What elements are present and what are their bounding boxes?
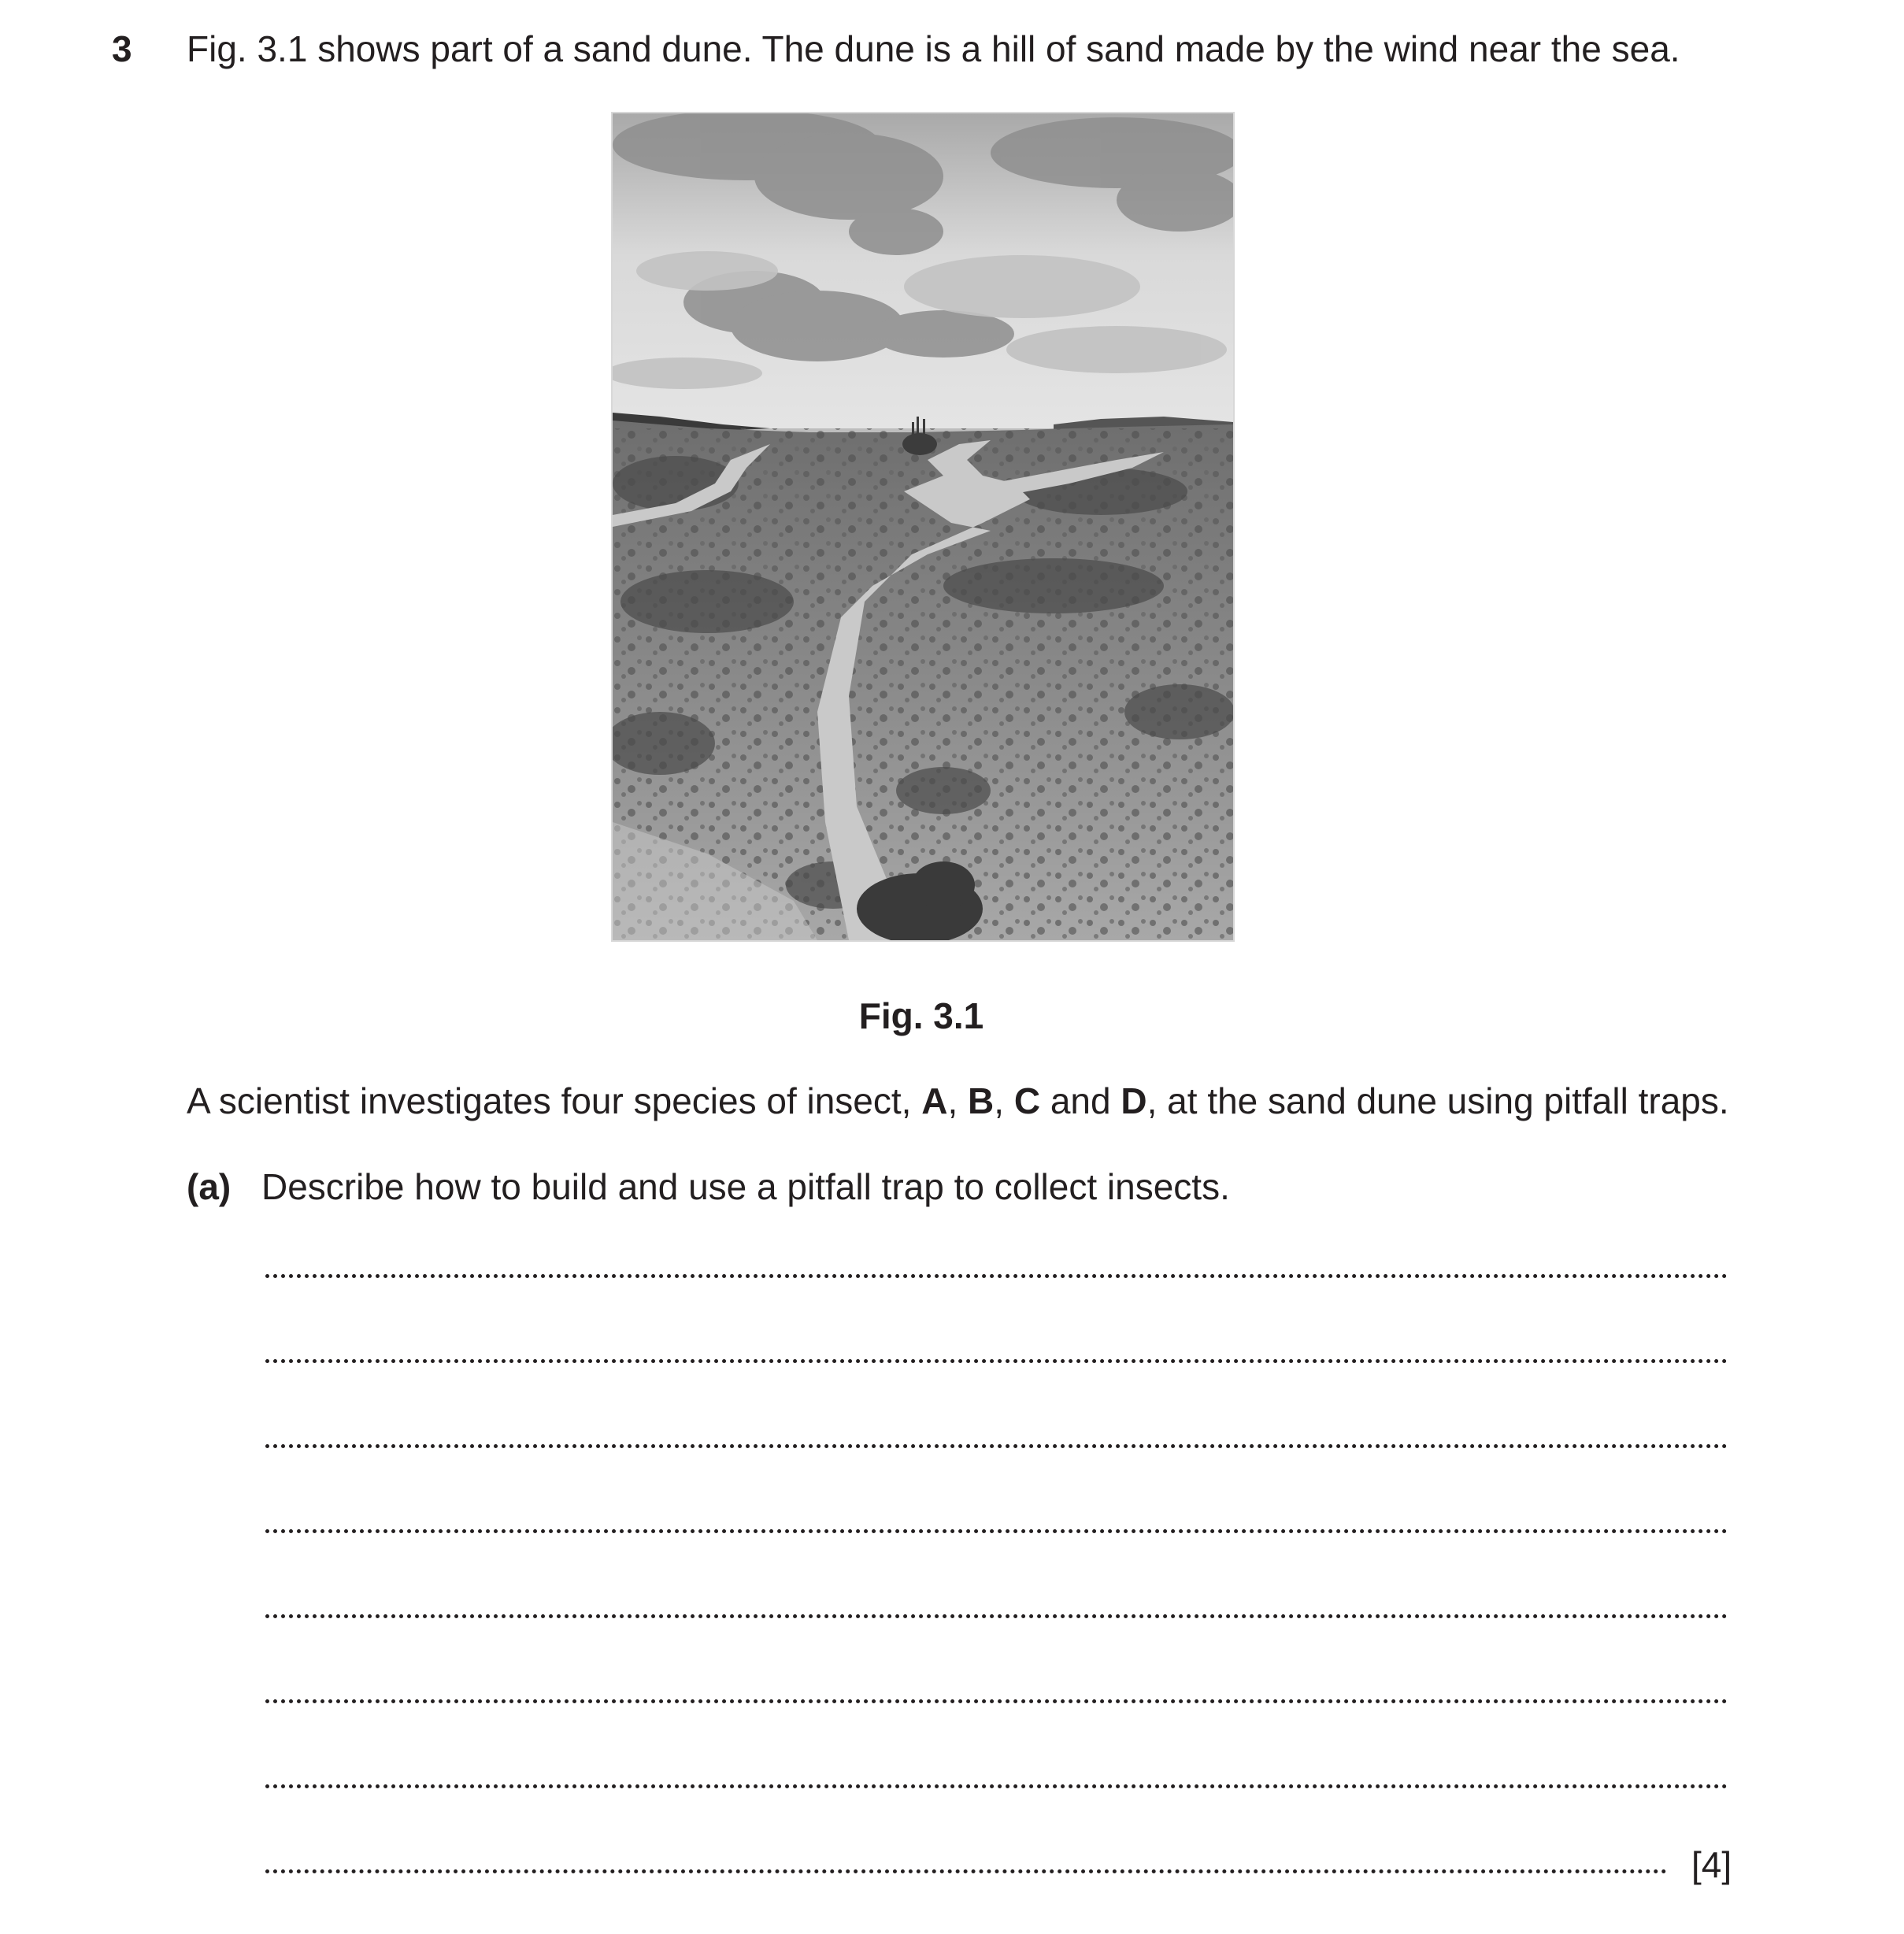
species-a-label: A xyxy=(921,1080,948,1121)
part-a-question: Describe how to build and use a pitfall trap to collect insects. xyxy=(261,1166,1230,1207)
stem-separator-2: , xyxy=(994,1080,1014,1121)
question-stem xyxy=(187,1079,1729,1123)
answer-line[interactable] xyxy=(265,1274,1728,1278)
answer-line[interactable] xyxy=(265,1869,1667,1873)
marks-allocation: [4] xyxy=(1691,1844,1732,1885)
stem-and: and xyxy=(1040,1080,1121,1121)
question-number: 3 xyxy=(112,28,132,69)
species-d-label: D xyxy=(1121,1080,1147,1121)
species-b-label: B xyxy=(968,1080,995,1121)
answer-line[interactable] xyxy=(265,1784,1728,1788)
figure-caption: Fig. 3.1 xyxy=(858,995,984,1036)
stem-separator-1: , xyxy=(947,1080,969,1121)
answer-line[interactable] xyxy=(265,1359,1728,1363)
answer-line[interactable] xyxy=(265,1529,1728,1533)
stem-text-1: A scientist investigates four species of insect, xyxy=(187,1080,922,1121)
stem-text-2: , at the sand dune using pitfall traps. xyxy=(1146,1080,1729,1121)
answer-line[interactable] xyxy=(265,1614,1728,1618)
answer-line[interactable] xyxy=(265,1444,1728,1448)
question-intro: Fig. 3.1 shows part of a sand dune. The dune is a hill of sand made by the wind near the sea. xyxy=(187,28,1680,69)
species-c-label: C xyxy=(1013,1080,1041,1121)
sand-dune-photo xyxy=(611,112,1235,942)
answer-line[interactable] xyxy=(265,1699,1728,1703)
part-a-label: (a) xyxy=(187,1166,232,1207)
